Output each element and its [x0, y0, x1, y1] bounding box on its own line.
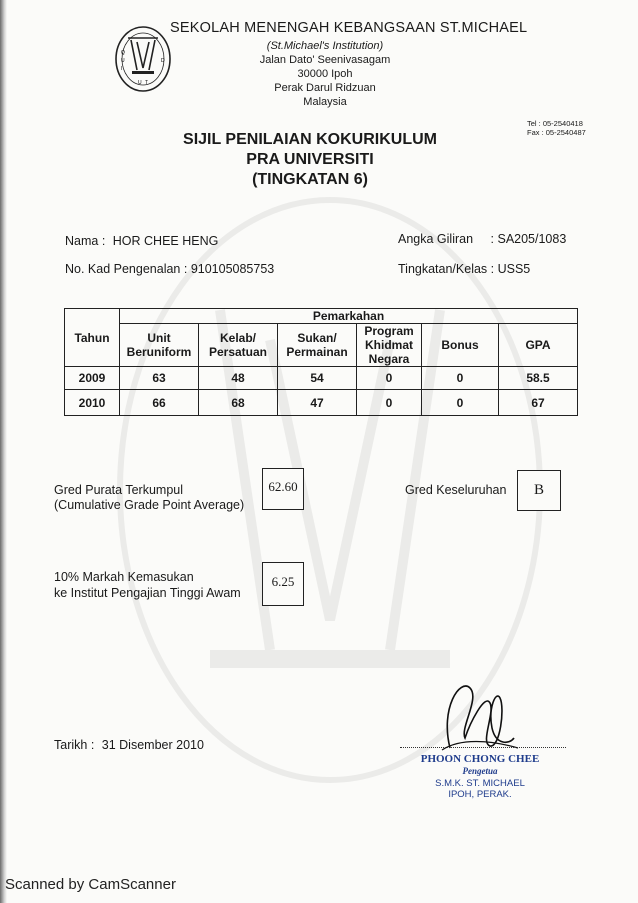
cell: 2010 [65, 390, 120, 416]
table-row [65, 390, 578, 416]
name-row [65, 234, 218, 248]
class-row [398, 262, 530, 276]
certificate-title-2: PRA UNIVERSITI [246, 151, 374, 168]
principal-signature [430, 668, 520, 758]
cgpa-label-english: (Cumulative Grade Point Average) [54, 498, 245, 512]
cell: 0 [422, 367, 499, 390]
col-header-sports: Sukan/ Permainan [278, 324, 357, 367]
cell: 0 [357, 390, 422, 416]
entry-mark-box: 6.25 [262, 562, 304, 606]
fax: Fax : 05-2540487 [527, 128, 586, 137]
id-row [65, 262, 274, 276]
cell: 54 [278, 367, 357, 390]
cell: 2009 [65, 367, 120, 390]
signature-line [400, 747, 566, 748]
cell: 47 [278, 390, 357, 416]
telephone: Tel : 05-2540418 [527, 119, 583, 128]
student-name: HOR CHEE HENG [112, 234, 219, 248]
certificate-title-3: (TINGKATAN 6) [252, 171, 368, 188]
cell: 68 [199, 390, 278, 416]
col-header-national-service: Program Khidmat Negara [357, 324, 422, 367]
table-row [65, 367, 578, 390]
cell: 0 [357, 367, 422, 390]
stamp-place: IPOH, PERAK. [448, 789, 512, 800]
overall-grade-box: B [517, 470, 561, 511]
address-line-4: Malaysia [303, 96, 347, 108]
cell: 48 [199, 367, 278, 390]
logo-letter-q: Q [121, 50, 125, 56]
col-header-gpa: GPA [499, 324, 578, 367]
entry-mark-label: 10% Markah Kemasukan [54, 570, 194, 584]
scan-edge-shadow [0, 0, 7, 903]
logo-letter-d: D [161, 58, 165, 64]
col-header-club: Kelab/ Persatuan [199, 324, 278, 367]
stamp-school: S.M.K. ST. MICHAEL [435, 778, 525, 789]
cell: 66 [120, 390, 199, 416]
logo-letter-t: T [145, 80, 149, 86]
logo-letter-u: U [121, 58, 125, 64]
class-label: Tingkatan/Kelas : [398, 262, 495, 276]
col-header-bonus: Bonus [422, 324, 499, 367]
stamp-role: Pengetua [462, 766, 498, 776]
name-label: Nama : [65, 234, 106, 248]
address-line-3: Perak Darul Ridzuan [274, 82, 376, 94]
scanner-footer: Scanned by CamScanner [5, 876, 176, 893]
col-header-uniform: Unit Beruniform [120, 324, 199, 367]
cell: 0 [422, 390, 499, 416]
cell: 63 [120, 367, 199, 390]
index-label: Angka Giliran [398, 232, 474, 246]
index-row [398, 232, 566, 246]
date-row [54, 738, 204, 752]
address-line-1: Jalan Dato' Seenivasagam [259, 54, 391, 66]
institution-name: (St.Michael's Institution) [266, 40, 384, 52]
logo-letter-i: I [121, 66, 123, 72]
certificate-title-1: SIJIL PENILAIAN KOKURIKULUM [183, 131, 437, 148]
marks-table [64, 308, 578, 416]
cgpa-label: Gred Purata Terkumpul [54, 483, 183, 497]
date-value: 31 Disember 2010 [101, 738, 204, 752]
school-name: SEKOLAH MENENGAH KEBANGSAAN ST.MICHAEL [170, 20, 528, 36]
index-number: : SA205/1083 [490, 232, 567, 246]
cgpa-value-box: 62.60 [262, 468, 304, 510]
stamp-name: PHOON CHONG CHEE [420, 753, 540, 765]
address-line-2: 30000 Ipoh [297, 68, 353, 80]
cell: 67 [499, 390, 578, 416]
entry-mark-label-2: ke Institut Pengajian Tinggi Awam [54, 586, 241, 600]
col-header-year: Tahun [65, 309, 120, 367]
logo-letter-u2: U [138, 80, 142, 86]
date-label: Tarikh : [54, 738, 95, 752]
cell: 58.5 [499, 367, 578, 390]
school-crest-logo [113, 24, 173, 94]
overall-grade-label: Gred Keseluruhan [405, 483, 507, 497]
id-number: 910105085753 [190, 262, 275, 276]
id-label: No. Kad Pengenalan : [65, 262, 188, 276]
group-header: Pemarkahan [120, 309, 578, 324]
class-value: USS5 [497, 262, 531, 276]
